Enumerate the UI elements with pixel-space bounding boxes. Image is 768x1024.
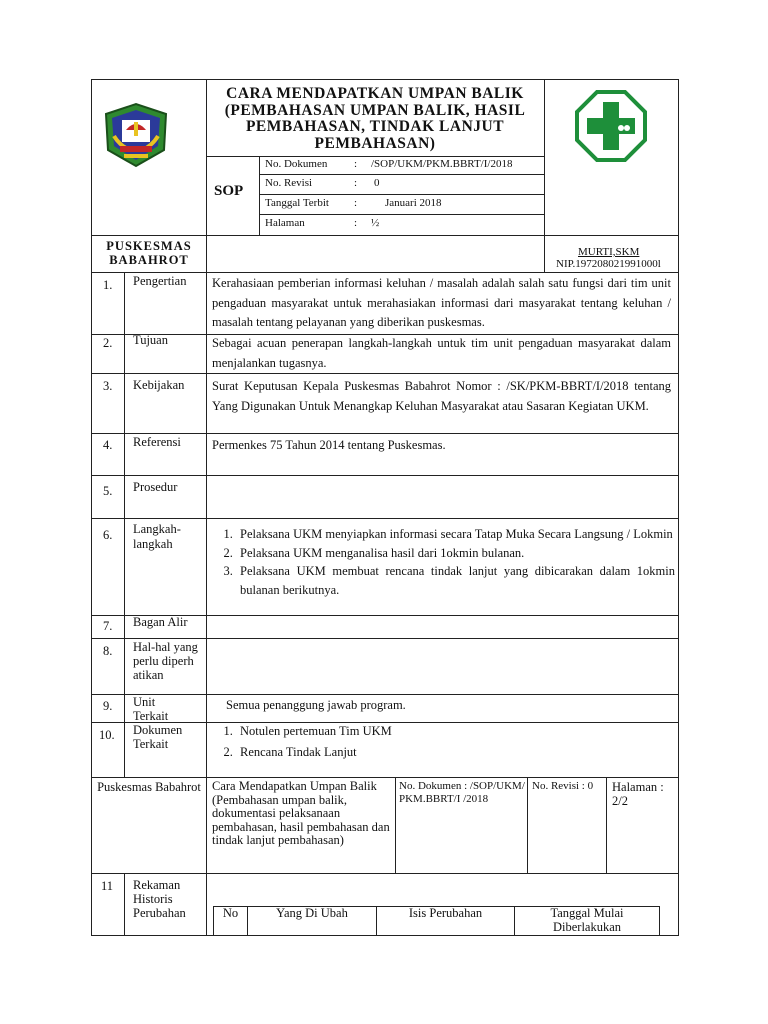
document-title	[210, 86, 540, 152]
meta-value: /SOP/UKM/PKM.BBRT/I/2018	[371, 158, 513, 170]
signer-nip: NIP.197208021991000l	[556, 258, 661, 270]
related-docs-list	[214, 721, 656, 763]
history-col-header: No	[222, 906, 239, 920]
footer-page: Halaman : 2/2	[612, 780, 664, 808]
section-number: 8.	[103, 644, 113, 658]
meta-sep: :	[354, 158, 358, 170]
section-label: Bagan Alir	[133, 615, 188, 629]
section-label: Tujuan	[133, 333, 168, 347]
footer-org: Puskesmas Babahrot	[97, 780, 201, 794]
step-item: 3. Pelaksana UKM membuat rencana tindak lanjut yang dibicarakan dalam 1okmin bulanan berikutnya.	[236, 562, 675, 599]
section-text: Kerahasiaan pemberian informasi keluhan / masalah adalah salah satu fungsi dari tim unit pengaduan masyarakat untuk merahasiakan informasi dari masyarakat tentang keluhan / masalah tentang pelayanan yang diberikan puskesmas.	[212, 276, 671, 329]
section-text: Sebagai acuan penerapan langkah-langkah untuk tim unit pengaduan masyarakat dalam menjalankan tugasnya.	[212, 336, 671, 370]
history-col-header: Tanggal Mulai Diberlakukan	[550, 906, 624, 934]
section-number: 10.	[99, 728, 115, 742]
meta-label: No. Revisi	[265, 177, 313, 189]
meta-sep: :	[354, 177, 358, 189]
section-label: Langkah-langkah	[133, 522, 181, 551]
org-name	[95, 239, 203, 267]
meta-sep: :	[354, 197, 358, 209]
steps-list	[214, 525, 675, 599]
section-text: Surat Keputusan Kepala Puskesmas Babahrot Nomor : /SK/PKM-BBRT/I/2018 tentang Yang Digunakan Untuk Menangkap Keluhan Masyarakat atau Sasaran Kegiatan UKM.	[212, 379, 671, 413]
section-number: 3.	[103, 379, 113, 393]
section-number: 5.	[103, 484, 113, 498]
footer-revision: No. Revisi : 0	[532, 780, 594, 792]
sop-label: SOP	[214, 183, 244, 199]
org-line: BABAHROT	[109, 253, 189, 267]
step-item: 1. Pelaksana UKM menyiapkan informasi secara Tatap Muka Secara Langsung / Lokmin	[236, 525, 675, 544]
signer-name: MURTI,SKM	[578, 246, 640, 258]
section-label: Kebijakan	[133, 378, 185, 392]
section-text: Semua penanggung jawab program.	[226, 698, 406, 712]
meta-value: Januari 2018	[385, 197, 442, 209]
related-doc-item: 1. Notulen pertemuan Tim UKM	[236, 721, 656, 742]
meta-value: ½	[371, 217, 380, 229]
section-number: 6.	[103, 528, 113, 542]
title-line: CARA MENDAPATKAN UMPAN BALIK	[226, 85, 524, 102]
title-line: PEMBAHASAN, TINDAK LANJUT	[245, 118, 505, 135]
section-number: 11	[101, 879, 114, 893]
section-label: Hal-hal yang perlu diperhatikan	[133, 640, 198, 682]
footer-doc-no: No. Dokumen : /SOP/UKM/ PKM.BBRT/I /2018	[399, 780, 525, 805]
section-number: 4.	[103, 438, 113, 452]
section-number: 9.	[103, 699, 113, 713]
section-label: Rekaman Historis Perubahan	[133, 878, 186, 920]
org-line: PUSKESMAS	[106, 239, 192, 253]
meta-value: 0	[374, 177, 380, 189]
step-item: 2. Pelaksana UKM menganalisa hasil dari 1okmin bulanan.	[236, 544, 675, 563]
section-label: Dokumen Terkait	[133, 723, 183, 751]
section-text: Permenkes 75 Tahun 2014 tentang Puskesmas.	[212, 438, 446, 452]
section-label: Unit Terkait	[133, 695, 169, 723]
meta-label: Halaman	[265, 217, 305, 229]
section-number: 2.	[103, 336, 113, 350]
section-label: Referensi	[133, 435, 181, 449]
section-number: 1.	[103, 278, 113, 292]
related-doc-item: 2. Rencana Tindak Lanjut	[236, 742, 656, 763]
title-line: (PEMBAHASAN UMPAN BALIK, HASIL	[224, 101, 526, 119]
history-col-header: Isis Perubahan	[408, 906, 483, 920]
puskesmas-cross-logo	[575, 90, 647, 162]
footer-title: Cara Mendapatkan Umpan Balik (Pembahasan umpan balik, dokumentasi pelaksanaan pembahasan, hasil pembahasan dan tindak lanjut pembahasan)	[212, 779, 390, 847]
meta-label: Tanggal Terbit	[265, 197, 329, 209]
meta-label: No. Dokumen	[265, 158, 328, 170]
section-label: Pengertian	[133, 274, 187, 288]
title-line: PEMBAHASAN)	[314, 134, 436, 152]
history-col-header: Yang Di Ubah	[276, 906, 348, 920]
section-number: 7.	[103, 619, 113, 633]
section-label: Prosedur	[133, 480, 178, 494]
meta-sep: :	[354, 217, 358, 229]
regional-seal-logo	[100, 100, 172, 170]
